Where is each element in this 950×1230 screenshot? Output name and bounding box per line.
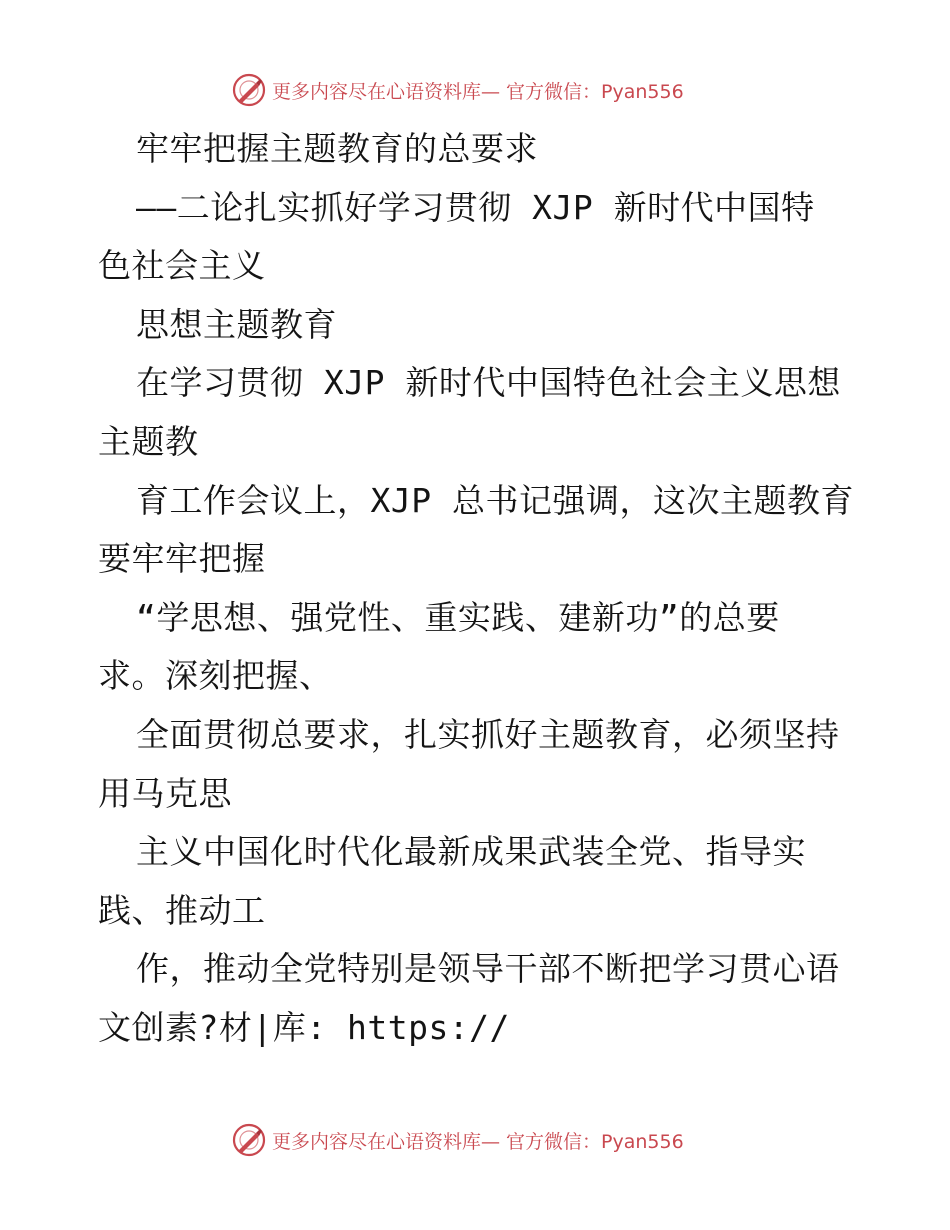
doc-text-line: 全面贯彻总要求，扎实抓好主题教育，必须坚持	[136, 714, 840, 754]
header-wechat-text: 官方微信：Pyan556	[506, 80, 684, 103]
doc-text-line: 用马克思	[98, 773, 232, 813]
doc-text-line: 在学习贯彻 XJP 新时代中国特色社会主义思想	[136, 363, 841, 403]
doc-subtitle-line: 色社会主义	[98, 246, 266, 286]
doc-text-line: 主题教	[98, 421, 199, 461]
doc-text-line: 要牢牢把握	[98, 539, 266, 579]
doc-subtitle-line: 思想主题教育	[136, 304, 337, 344]
footer-banner[interactable]	[232, 1120, 684, 1160]
doc-subtitle-line: ——二论扎实抓好学习贯彻 XJP 新时代中国特	[136, 187, 815, 227]
doc-text-line: 主义中国化时代化最新成果武装全党、指导实	[136, 832, 806, 872]
pen-logo-icon	[232, 1123, 266, 1157]
doc-text-line: 文创素?材|库: https://	[98, 1007, 510, 1047]
doc-text-line: 作，推动全党特别是领导干部不断把学习贯心语	[136, 949, 840, 989]
doc-text-line: “学思想、强党性、重实践、建新功”的总要	[136, 597, 780, 637]
footer-wechat-text: 官方微信：Pyan556	[506, 1130, 684, 1153]
document-body	[98, 120, 858, 1058]
doc-text-line: 育工作会议上，XJP 总书记强调，这次主题教育	[136, 480, 854, 520]
doc-text-line: 求。深刻把握、	[98, 656, 333, 696]
footer-brand-text: 更多内容尽在心语资料库—	[272, 1130, 501, 1153]
header-banner[interactable]	[232, 70, 684, 110]
pen-logo-icon	[232, 73, 266, 107]
header-brand-text: 更多内容尽在心语资料库—	[272, 80, 501, 103]
doc-text-line: 践、推动工	[98, 890, 266, 930]
doc-title: 牢牢把握主题教育的总要求	[136, 129, 538, 168]
